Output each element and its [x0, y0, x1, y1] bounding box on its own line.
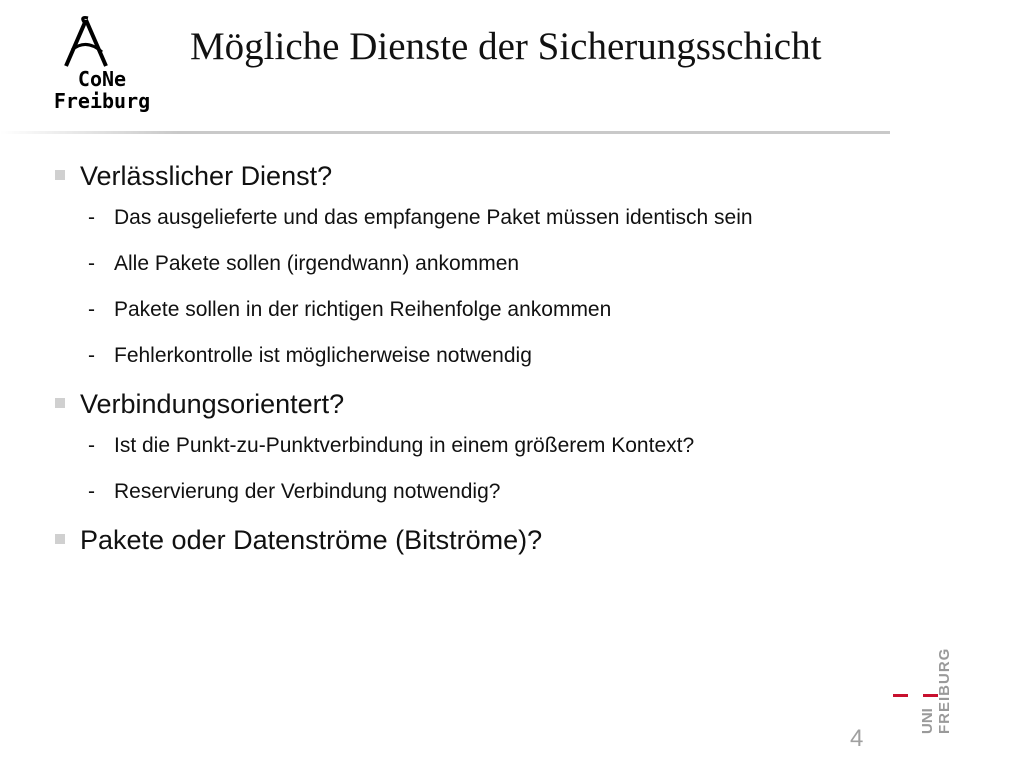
sub-bullet-item	[52, 432, 872, 460]
dash-icon: -	[88, 344, 95, 367]
sub-bullet-text: Pakete sollen in der richtigen Reihenfolge ankommen	[114, 298, 612, 321]
logo-line-2: Freiburg	[53, 89, 151, 113]
sub-bullet-text: Fehlerkontrolle ist möglicherweise notwendig	[114, 344, 532, 367]
dash-icon: -	[88, 480, 95, 503]
sub-bullet-text: Reservierung der Verbindung notwendig?	[114, 480, 501, 503]
page-number: 4	[850, 725, 864, 752]
bullet-item	[52, 160, 872, 192]
freiburg-logo-text: FREIBURG	[936, 647, 953, 734]
slide-content	[52, 160, 872, 568]
sub-bullet-text: Ist die Punkt-zu-Punktverbindung in einem größerem Kontext?	[114, 434, 695, 457]
logo-line-1: CoNe	[77, 67, 127, 91]
dash-icon: -	[88, 252, 95, 275]
dash-icon: -	[88, 298, 95, 321]
bullet-text: Verlässlicher Dienst?	[80, 161, 333, 191]
sub-bullet-item	[52, 342, 872, 370]
slide-title: Mögliche Dienste der Sicherungsschicht	[190, 25, 822, 68]
sub-bullet-text: Alle Pakete sollen (irgendwann) ankommen	[114, 252, 520, 275]
cone-freiburg-logo	[44, 16, 154, 116]
title-divider	[0, 131, 890, 134]
square-bullet-icon	[55, 170, 65, 180]
uni-logo-text: UNI	[919, 708, 936, 734]
sub-bullet-item	[52, 296, 872, 324]
square-bullet-icon	[55, 534, 65, 544]
sub-bullet-text: Das ausgelieferte und das empfangene Paket müssen identisch sein	[114, 206, 753, 229]
dash-icon: -	[88, 206, 95, 229]
square-bullet-icon	[55, 398, 65, 408]
bullet-item	[52, 388, 872, 420]
bullet-text: Pakete oder Datenströme (Bitströme)?	[80, 525, 543, 555]
uni-freiburg-logo	[893, 647, 953, 740]
bullet-text: Verbindungsorientert?	[80, 389, 345, 419]
bullet-item	[52, 524, 872, 556]
logo-accent-bar	[893, 694, 908, 697]
sub-bullet-item	[52, 478, 872, 506]
sub-bullet-item	[52, 250, 872, 278]
dash-icon: -	[88, 434, 95, 457]
cone-freiburg-logo-icon	[58, 16, 138, 70]
sub-bullet-item	[52, 204, 872, 232]
